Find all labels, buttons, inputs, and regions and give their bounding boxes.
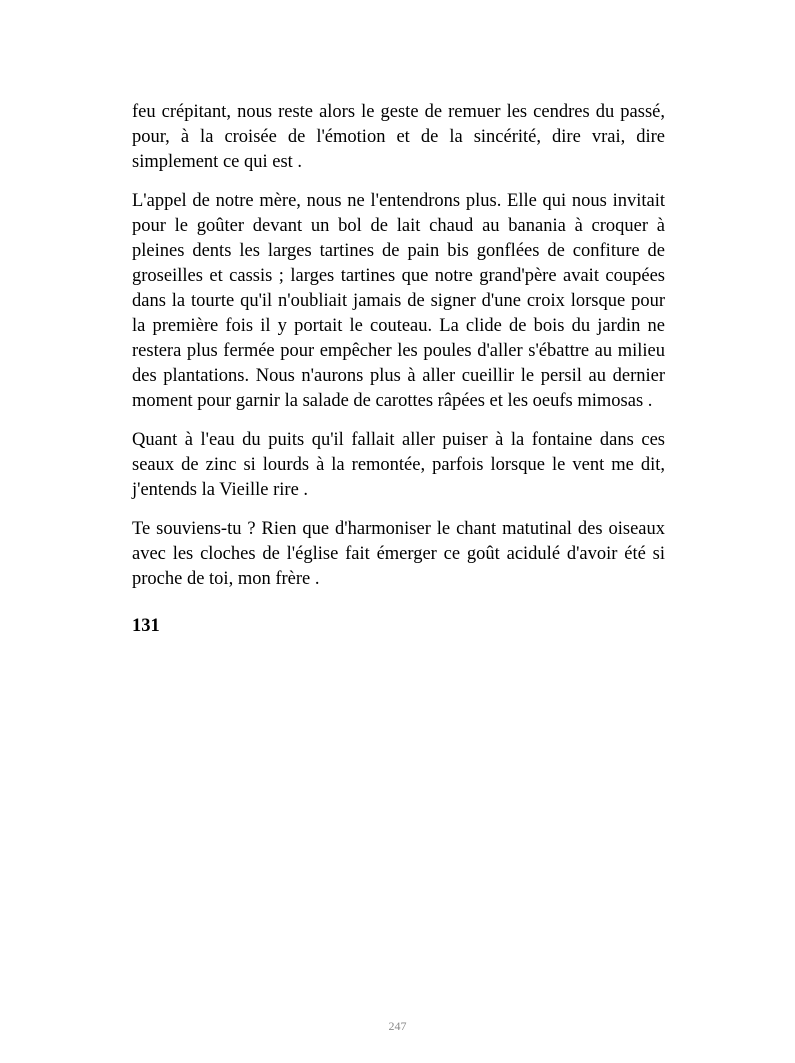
body-text [132,100,665,639]
page-number: 247 [388,1019,407,1033]
paragraph-4: Te souviens-tu ? Rien que d'harmoniser le chant matutinal des oiseaux avec les cloches de l'église fait émerger ce goût acidulé d'avoir été si proche de toi, mon frère . [132,519,665,589]
paragraph-1: feu crépitant, nous reste alors le geste de remuer les cendres du passé, pour, à la croisée de l'émotion et de la sincérité, dire vrai, dire simplement ce qui est . [132,102,665,172]
chapter-number: 131 [132,616,160,636]
paragraph-3: Quant à l'eau du puits qu'il fallait aller puiser à la fontaine dans ces seaux de zinc si lourds à la remontée, parfois lorsque le vent me dit, j'entends la Vieille rire . [132,430,665,500]
paragraph-2: L'appel de notre mère, nous ne l'entendrons plus. Elle qui nous invitait pour le goûter devant un bol de lait chaud au banania à croquer à pleines dents les larges tartines de pain bis gonflées de confiture de groseilles et cassis ; larges tartines que notre grand'père avait coupées dans la tourte qu'il n'oubliait jamais de signer d'une croix lorsque pour la première fois il y portait le couteau. La clide de bois du jardin ne restera plus fermée pour empêcher les poules d'aller s'ébattre au milieu des plantations. Nous n'aurons plus à aller cueillir le persil au dernier moment pour garnir la salade de carottes râpées et les oeufs mimosas . [132,191,665,411]
